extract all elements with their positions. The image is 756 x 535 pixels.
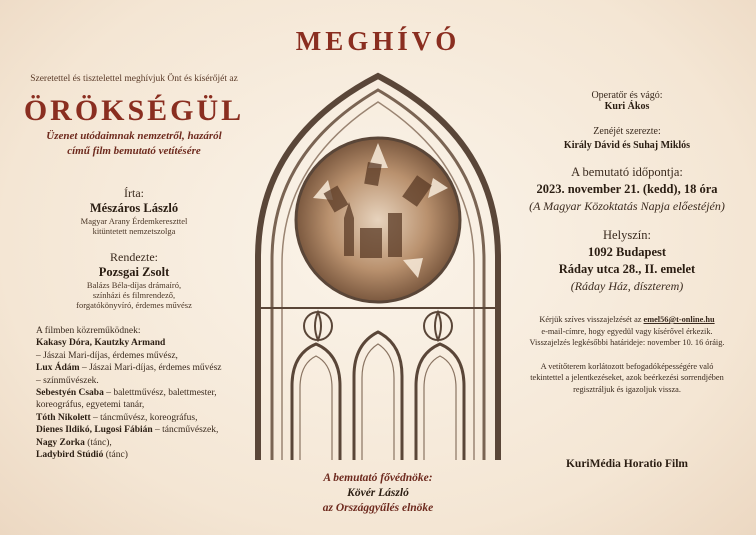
cast-line-7-name: Tóth Nikolett bbox=[36, 412, 91, 423]
film-subtitle-1: Üzenet utódaimnak nemzetről, hazáról bbox=[46, 130, 222, 142]
director-desc-3: forgatókönyvíró, érdemes művész bbox=[76, 300, 192, 310]
capacity-line-2: tekintettel a jelentkezéseket, azok beérkezési sorrendjében bbox=[530, 373, 724, 382]
music-name: Király Dávid és Suhaj Miklós bbox=[563, 140, 691, 151]
director-desc-2: színházi és filmrendező, bbox=[92, 290, 176, 300]
patron-label: A bemutató fővédnöke: bbox=[323, 472, 433, 484]
film-title: ÖRÖKSÉGÜL bbox=[23, 94, 245, 127]
writer-label: Írta: bbox=[124, 186, 144, 200]
invite-line: Szeretettel és tisztelettel meghívjuk Önt és kísérőjét az bbox=[30, 74, 238, 84]
operator-label: Operatőr és vágó: bbox=[591, 90, 663, 101]
cast-line-9-name: Nagy Zorka bbox=[36, 437, 85, 448]
right-column bbox=[512, 90, 742, 395]
operator-name: Kuri Ákos bbox=[604, 101, 650, 112]
date-value: 2023. november 21. (kedd), 18 óra bbox=[536, 182, 718, 196]
left-column bbox=[20, 74, 248, 310]
cast-line-2: – Jászai Mari-díjas, érdemes művész, bbox=[36, 350, 178, 361]
rsvp-line-2: e-mail-címre, hogy egyedül vagy kísérővel érkezik. bbox=[541, 326, 713, 336]
cast-line-3-rest: – Jászai Mari-díjas, érdemes művész bbox=[79, 363, 222, 374]
director-label: Rendezte: bbox=[110, 250, 158, 264]
cast-line-9-rest: (tánc), bbox=[84, 437, 112, 448]
producer-name: KuriMédia Horatio Film bbox=[565, 458, 688, 470]
venue-street: Ráday utca 28., II. emelet bbox=[558, 262, 696, 276]
writer-desc-2: kitüntetett nemzetszolga bbox=[92, 226, 176, 236]
date-note: (A Magyar Közoktatás Napja előestéjén) bbox=[529, 199, 725, 213]
cast-line-10-name: Ladybird Stúdió bbox=[36, 450, 104, 461]
cast-line-10-rest: (tánc) bbox=[103, 450, 128, 461]
writer-name: Mészáros László bbox=[89, 201, 179, 215]
cast-line-5-rest: – balettművész, balettmester, bbox=[103, 388, 217, 399]
capacity-line-1: A vetítőterem korlátozott befogadóképességére való bbox=[540, 361, 714, 371]
patron-role: az Országgyűlés elnöke bbox=[322, 502, 434, 514]
film-subtitle-2: című film bemutató vetítésére bbox=[67, 145, 201, 157]
gothic-window-illustration bbox=[248, 68, 508, 460]
patron-name: Kövér László bbox=[347, 487, 409, 499]
writer-desc-1: Magyar Arany Érdemkereszttel bbox=[80, 216, 188, 226]
music-label: Zenéjét szerezte: bbox=[593, 126, 661, 137]
cast-line-6: koreográfus, egyetemi tanár, bbox=[36, 400, 145, 411]
cast-list bbox=[36, 325, 276, 461]
director-desc-1: Balázs Béla-díjas drámaíró, bbox=[86, 280, 182, 290]
capacity-line-3: regisztráljuk és igazoljuk vissza. bbox=[573, 384, 681, 394]
venue-city: 1092 Budapest bbox=[587, 245, 667, 259]
rsvp-line-3: Visszajelzés legkésőbbi határideje: november 10. 16 óráig. bbox=[529, 338, 725, 347]
director-name: Pozsgai Zsolt bbox=[98, 265, 170, 279]
cast-line-5-name: Sebestyén Csaba bbox=[36, 388, 104, 399]
cast-line-8-rest: – táncművészek, bbox=[152, 425, 219, 436]
cast-line-4: – színművészek. bbox=[36, 375, 99, 386]
rsvp-line-1: Kérjük szíves visszajelzését az bbox=[539, 315, 644, 324]
date-label: A bemutató időpontja: bbox=[571, 165, 683, 179]
venue-note: (Ráday Ház, díszterem) bbox=[570, 279, 684, 293]
venue-label: Helyszín: bbox=[603, 228, 651, 242]
patron-block bbox=[258, 471, 498, 516]
cast-line-7-rest: – táncművész, koreográfus, bbox=[90, 412, 198, 423]
rsvp-email-link[interactable]: emel56@t-online.hu bbox=[643, 315, 715, 324]
cast-line-1-name: Kakasy Dóra, Kautzky Armand bbox=[36, 338, 166, 349]
cast-heading: A filmben közreműködnek: bbox=[36, 326, 141, 336]
cast-line-3-name: Lux Ádám bbox=[36, 363, 80, 374]
invitation-title: MEGHÍVÓ bbox=[295, 26, 461, 56]
cast-line-8-name: Dienes Ildikó, Lugosi Fábián bbox=[36, 425, 153, 436]
